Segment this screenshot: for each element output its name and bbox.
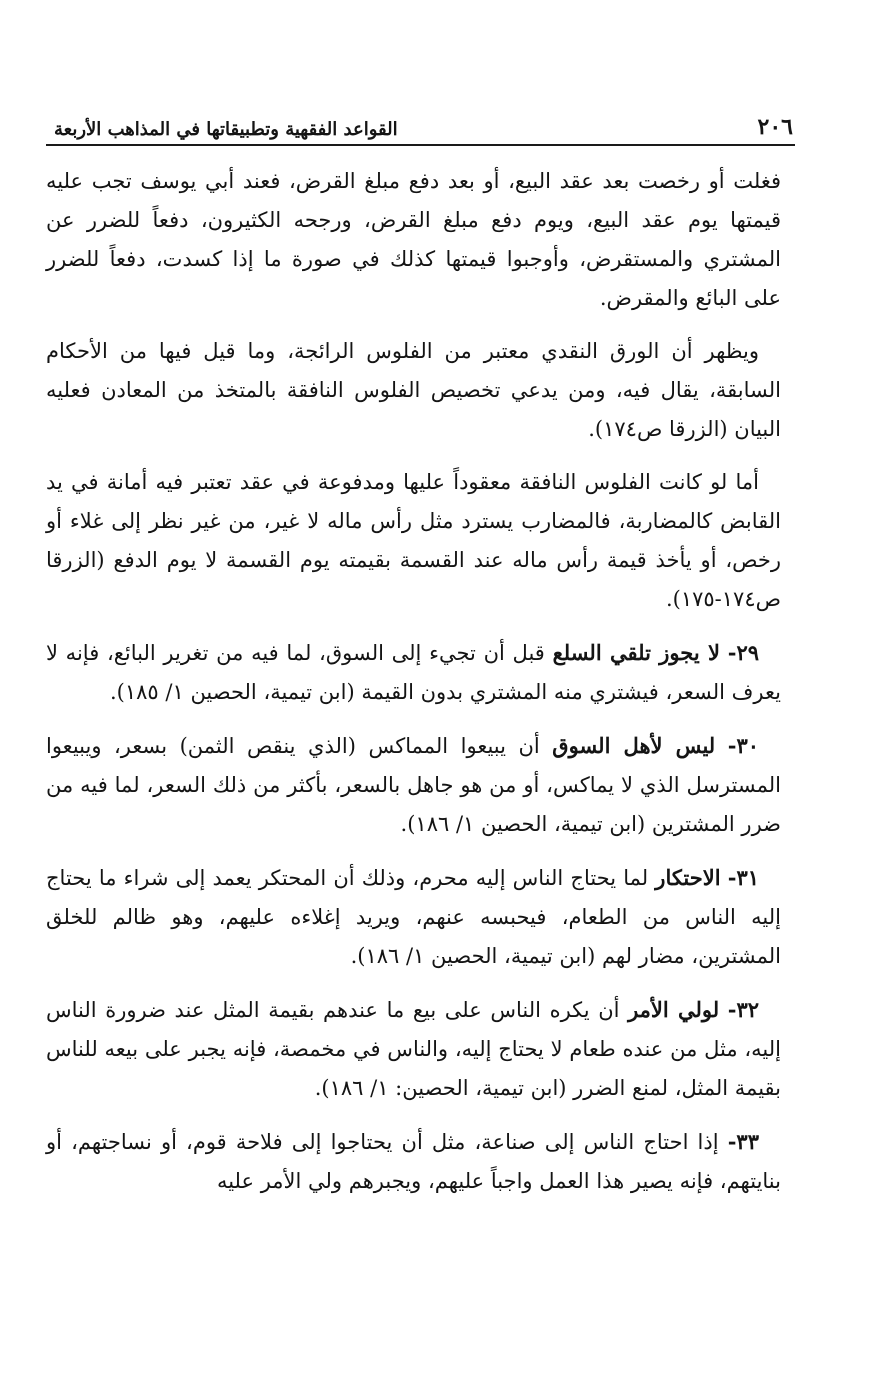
paragraph [46, 162, 781, 318]
paragraph-text: ويظهر أن الورق النقدي معتبر من الفلوس الرائجة، وما قيل فيها من الأحكام السابقة، يقال فيه، ومن يدعي تخصيص الفلوس النافقة بالمتخذ من المعادن فعليه البيان (الزرقا ص١٧٤). [46, 339, 781, 441]
running-header [46, 110, 795, 146]
paragraph-text: أن يكره الناس على بيع ما عندهم بقيمة المثل عند ضرورة الناس إليه، مثل من عنده طعام لا يحتاج إليه، والناس في مخمصة، فإنه يجبر على بيعه للناس بقيمة المثل، لمنع الضرر (ابن تيمية، الحصين: ١/ ١٨٦). [46, 998, 781, 1100]
rule-term: لا يجوز تلقي السلع [552, 640, 720, 665]
rule-term: الاحتكار [655, 865, 721, 890]
rule-number: ٣٣- [727, 1129, 759, 1154]
paragraph-text: أن يبيعوا المماكس (الذي ينقص الثمن) بسعر، ويبيعوا المسترسل الذي لا يماكس، أو من هو جاهل بالسعر، بأكثر من ذلك السعر، لما فيه من ضرر المشترين (ابن تيمية، الحصين ١/ ١٨٦). [46, 734, 781, 836]
paragraph-text: قبل أن تجيء إلى السوق، لما فيه من تغرير البائع، فإنه لا يعرف السعر، فيشتري منه المشتري بدون القيمة (ابن تيمية، الحصين ١/ ١٨٥). [46, 641, 781, 704]
rule-term: لولي الأمر [628, 997, 720, 1022]
rule-number: ٢٩- [727, 640, 759, 665]
paragraph [46, 463, 781, 619]
rule-number: ٣٠- [727, 733, 759, 758]
paragraph [46, 332, 781, 449]
rule-paragraph [46, 1122, 781, 1201]
running-title: القواعد الفقهية وتطبيقاتها في المذاهب الأربعة [54, 119, 398, 140]
rule-paragraph [46, 633, 781, 712]
paragraph-text: إذا احتاج الناس إلى صناعة، مثل أن يحتاجوا إلى فلاحة قوم، أو نساجتهم، أو بنايتهم، فإنه يصير هذا العمل واجباً عليهم، ويجبرهم ولي الأمر عليه [46, 1130, 781, 1193]
rule-paragraph [46, 726, 781, 844]
rule-number: ٣٢- [727, 997, 760, 1022]
rule-number: ٣١- [727, 865, 759, 890]
paragraph-text: فغلت أو رخصت بعد عقد البيع، أو بعد دفع مبلغ القرض، فعند أبي يوسف تجب عليه قيمتها يوم عقد البيع، ويوم دفع مبلغ القرض، ورجحه الكثيرون، دفعاً للضرر عن المشتري والمستقرض، وأوجبوا قيمتها كذلك في صورة ما إذا كسدت، دفعاً للضرر على البائع والمقرض. [46, 169, 781, 310]
paragraph-text: أما لو كانت الفلوس النافقة معقوداً عليها ومدفوعة في عقد تعتبر فيه أمانة في يد القابض كالمضاربة، فالمضارب يسترد مثل رأس ماله لا غير، من غير نظر إلى غلاء أو رخص، أو يأخذ قيمة رأس ماله عند القسمة بقيمته يوم القسمة لا يوم الدفع (الزرقا ص١٧٤-١٧٥). [46, 470, 781, 611]
rule-paragraph [46, 858, 781, 976]
page-number: ٢٠٦ [757, 114, 793, 140]
body-text [46, 162, 781, 1201]
rule-term: ليس لأهل السوق [552, 733, 716, 758]
rule-paragraph [46, 990, 781, 1108]
paragraph-text: لما يحتاج الناس إليه محرم، وذلك أن المحتكر يعمد إلى شراء ما يحتاج إليه الناس من الطعام، فيحبسه عنهم، ويريد إغلاءه عليهم، وهو ظالم للخلق المشترين، مضار لهم (ابن تيمية، الحصين ١/ ١٨٦). [46, 866, 781, 968]
